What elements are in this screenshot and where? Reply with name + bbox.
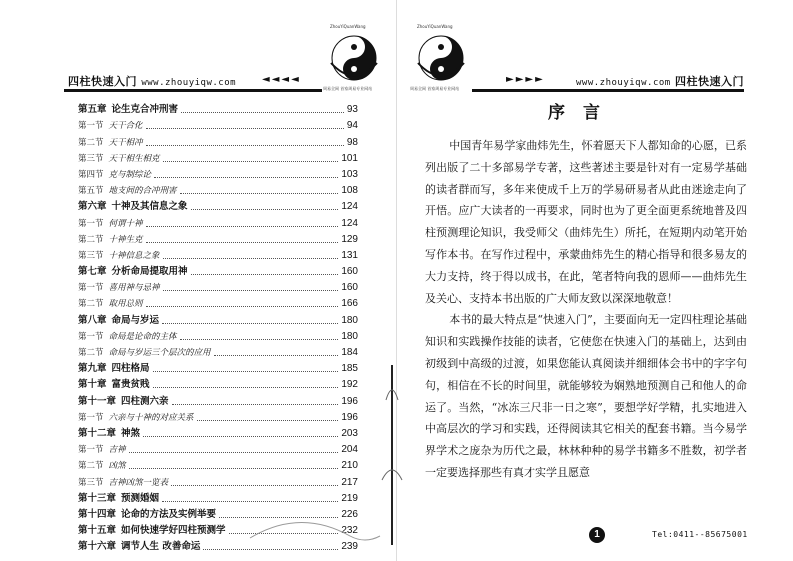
toc-page-number: 166 xyxy=(341,298,358,310)
toc-section-row xyxy=(78,181,358,197)
toc-page-number: 204 xyxy=(341,444,358,456)
toc-number: 第二节 xyxy=(78,299,104,310)
toc-number: 第十三章 xyxy=(78,492,117,504)
toc-section-row xyxy=(78,408,358,424)
toc-leader xyxy=(163,161,339,162)
toc-chapter-row xyxy=(78,424,358,440)
toc-leader xyxy=(153,387,339,388)
toc-section-row xyxy=(78,132,358,148)
toc-number: 第十章 xyxy=(78,379,107,391)
toc-number: 第一节 xyxy=(78,218,104,229)
toc-section-row xyxy=(78,294,358,310)
toc-title: 分析命局提取用神 xyxy=(111,266,188,278)
toc-title: 何谓十神 xyxy=(108,218,143,229)
logo-text-bottom-right: 周易全网 首家周易专业网站 xyxy=(410,86,460,91)
toc-number: 第九章 xyxy=(78,363,107,375)
toc-page-number: 210 xyxy=(341,460,358,472)
toc-chapter-row xyxy=(78,391,358,407)
toc-leader xyxy=(191,209,339,210)
toc-page-number: 180 xyxy=(341,314,358,326)
toc-chapter-row xyxy=(78,375,358,391)
toc-leader xyxy=(180,339,339,340)
toc-section-row xyxy=(78,456,358,472)
yinyang-logo-icon-right xyxy=(412,28,470,86)
toc-page-number: 160 xyxy=(341,266,358,278)
header-brand-right xyxy=(576,73,744,89)
toc-leader xyxy=(171,485,338,486)
brand-name-right: 四柱快速入门 xyxy=(675,75,745,88)
toc-page-number: 93 xyxy=(346,104,358,116)
toc-section-row xyxy=(78,278,358,294)
toc-title: 命局与岁运三个层次的应用 xyxy=(108,348,211,358)
toc-section-row xyxy=(78,440,358,456)
toc-number: 第三节 xyxy=(78,250,104,261)
toc-page-number: 232 xyxy=(341,525,358,537)
toc-title: 天干相冲 xyxy=(108,137,143,148)
toc-title: 天干合化 xyxy=(108,121,143,132)
toc-title: 地支间的合冲刑害 xyxy=(108,186,177,197)
toc-number: 第七章 xyxy=(78,266,107,278)
preface-paragraph-2: 本书的最大特点是“快速入门”，主要面向无一定四柱理论基础知识和实践操作技能的读者，它使您在快速入门的基础上，达到由初级到中高级的过渡，如果您能认真阅读并细细体会书中的字字句句，相信在不长的时间里，就能够较为娴熟地预测自己和他人的命运了。当然，“冰冻三尺非一日之寒”，要想学好学精，扎实地进入中高层次的学习和实践，还得阅读其它相关的配套书籍。当今易学界学术之庞杂为历代之最，林林种种的易学书籍多不胜数，初学者一定要选择那些有真才实学且愿意 xyxy=(425,313,747,479)
logo-text-bottom: 周易全网 首家周易专业网站 xyxy=(323,86,373,91)
yinyang-logo-icon xyxy=(325,28,383,86)
toc-leader xyxy=(191,274,339,275)
toc-number: 第十一章 xyxy=(78,395,117,407)
toc-page-number: 129 xyxy=(341,233,358,245)
toc-number: 第六章 xyxy=(78,201,107,213)
arrows-left: ◄◄◄◄ xyxy=(262,74,301,85)
toc-section-row xyxy=(78,246,358,262)
toc-leader xyxy=(181,112,344,113)
brand-url-right: www.zhouyiqw.com xyxy=(576,78,671,88)
toc-page-number: 217 xyxy=(341,476,358,488)
toc-chapter-row xyxy=(78,197,358,213)
header-rule-right xyxy=(472,89,744,92)
toc-page-number: 196 xyxy=(341,395,358,407)
toc-leader xyxy=(214,355,339,356)
toc-chapter-row xyxy=(78,100,358,116)
toc-page-number: 108 xyxy=(341,185,358,197)
toc-leader xyxy=(146,128,344,129)
toc-title: 凶煞 xyxy=(108,461,126,472)
toc-page-number: 184 xyxy=(341,347,358,358)
toc-page-number: 185 xyxy=(341,363,358,375)
logo-text-top-right: ZhouYiQuanWang xyxy=(417,24,453,29)
preface-title: 序言 xyxy=(548,103,618,123)
toc-page-number: 98 xyxy=(346,136,358,148)
toc-number: 第四节 xyxy=(78,169,104,180)
page-number-badge: 1 xyxy=(589,527,605,543)
toc-leader xyxy=(146,306,339,307)
toc-title: 如何快速学好四柱预测学 xyxy=(121,525,226,537)
toc-leader xyxy=(203,549,338,550)
toc-number: 第十四章 xyxy=(78,508,117,520)
toc-title: 十神及其信息之象 xyxy=(111,201,188,213)
toc-page-number: 203 xyxy=(341,427,358,439)
header-brand-left xyxy=(68,73,236,89)
toc-leader xyxy=(180,193,339,194)
toc-title: 论生克合冲刑害 xyxy=(111,104,179,116)
toc-number: 第二节 xyxy=(78,461,104,472)
toc-number: 第十六章 xyxy=(78,541,117,553)
toc-section-row xyxy=(78,230,358,246)
toc-page-number: 192 xyxy=(341,379,358,391)
toc-leader xyxy=(146,226,339,227)
toc-page-number: 226 xyxy=(341,508,358,520)
toc-chapter-row xyxy=(78,310,358,326)
toc-page-number: 180 xyxy=(341,330,358,342)
toc-title: 命局与岁运 xyxy=(111,314,160,326)
toc-page-number: 103 xyxy=(341,168,358,180)
toc-title: 吉神凶煞一览表 xyxy=(108,477,169,488)
preface-paragraph-1: 中国青年易学家曲炜先生，怀着愿天下人都知命的心愿，已系列出版了二十多部易学专著，这些著述主要是针对有一定易学基础的读者群而写，多年来使成千上万的学易研易者从此由迷途走向了开悟。应广大读者的一再要求，同时也为了更全面更系统地普及四柱预测理论知识，我受师父（曲炜先生）所托，在短期内动笔开始写作本书。在写作过程中，承蒙曲炜先生的精心指导和很多易友的大力支持，终于得以成书，在此，笔者特向我的恩师——曲炜先生及关心、支持本书出版的广大师友致以深深地敬意！ xyxy=(425,139,747,305)
toc-number: 第三节 xyxy=(78,477,104,488)
toc-leader xyxy=(153,371,339,372)
decorative-curl xyxy=(240,498,390,548)
toc-leader xyxy=(197,420,339,421)
brand-url: www.zhouyiqw.com xyxy=(141,78,237,88)
toc-section-row xyxy=(78,327,358,343)
toc-number: 第三节 xyxy=(78,153,104,164)
toc-leader xyxy=(129,452,339,453)
toc-page-number: 196 xyxy=(341,411,358,423)
toc-title: 十神信息之象 xyxy=(108,250,160,261)
toc-leader xyxy=(146,145,344,146)
toc-page-number: 160 xyxy=(341,282,358,294)
toc-leader xyxy=(172,404,339,405)
toc-page-number: 239 xyxy=(341,541,358,553)
decorative-strokes xyxy=(372,360,412,550)
toc-section-row xyxy=(78,165,358,181)
toc-page-number: 94 xyxy=(346,120,358,132)
toc-number: 第一节 xyxy=(78,283,104,294)
table-of-contents xyxy=(78,100,358,553)
toc-title: 调节人生 改善命运 xyxy=(121,541,201,553)
toc-title: 论命的方法及实例举要 xyxy=(121,508,217,520)
toc-page-number: 124 xyxy=(341,201,358,213)
brand-name: 四柱快速入门 xyxy=(68,75,137,88)
toc-chapter-row xyxy=(78,359,358,375)
toc-number: 第二节 xyxy=(78,137,104,148)
toc-title: 克与制综论 xyxy=(108,169,152,180)
toc-title: 预测婚姻 xyxy=(121,492,160,504)
toc-title: 吉神 xyxy=(108,445,126,456)
toc-title: 神煞 xyxy=(121,427,141,439)
toc-title: 天干相生相克 xyxy=(108,153,160,164)
toc-title: 取用总则 xyxy=(108,299,143,310)
toc-title: 四柱测六亲 xyxy=(121,395,169,407)
toc-number: 第五章 xyxy=(78,104,107,116)
toc-number: 第十五章 xyxy=(78,525,117,537)
toc-page-number: 131 xyxy=(341,249,358,261)
toc-number: 第一节 xyxy=(78,121,104,132)
toc-number: 第一节 xyxy=(78,445,104,456)
toc-leader xyxy=(163,258,339,259)
toc-title: 富贵贫贱 xyxy=(111,379,150,391)
toc-page-number: 124 xyxy=(341,217,358,229)
toc-title: 四柱格局 xyxy=(111,363,150,375)
toc-section-row xyxy=(78,149,358,165)
arrows-right: ►►►► xyxy=(506,74,545,85)
toc-number: 第十二章 xyxy=(78,427,117,439)
toc-number: 第二节 xyxy=(78,348,104,358)
preface-body xyxy=(425,135,747,484)
footer-telephone: Tel:0411--85675001 xyxy=(652,530,748,539)
toc-page-number: 219 xyxy=(341,492,358,504)
toc-title: 六亲与十神的对应关系 xyxy=(108,412,194,423)
toc-leader xyxy=(163,290,339,291)
toc-title: 命局是论命的主体 xyxy=(108,331,177,342)
toc-section-row xyxy=(78,213,358,229)
toc-title: 十神生克 xyxy=(108,234,143,245)
toc-number: 第一节 xyxy=(78,331,104,342)
toc-page-number: 101 xyxy=(341,152,358,164)
toc-leader xyxy=(143,436,338,437)
toc-number: 第一节 xyxy=(78,412,104,423)
toc-leader xyxy=(129,468,339,469)
toc-leader xyxy=(154,177,338,178)
toc-section-row xyxy=(78,343,358,359)
toc-leader xyxy=(162,323,338,324)
toc-section-row xyxy=(78,116,358,132)
toc-section-row xyxy=(78,472,358,488)
toc-number: 第五节 xyxy=(78,186,104,197)
logo-text-top: ZhouYiQuanWang xyxy=(330,24,366,29)
header-rule-left xyxy=(64,89,322,92)
toc-chapter-row xyxy=(78,262,358,278)
toc-number: 第八章 xyxy=(78,314,107,326)
toc-leader xyxy=(146,242,339,243)
toc-number: 第二节 xyxy=(78,234,104,245)
toc-title: 喜用神与忌神 xyxy=(108,283,160,294)
